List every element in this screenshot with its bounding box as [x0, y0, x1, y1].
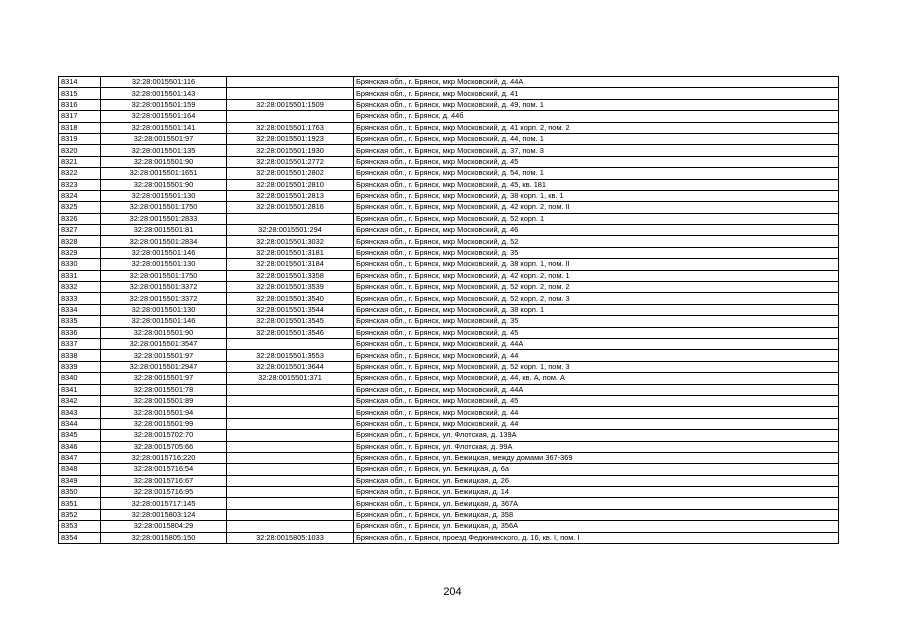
cadastral-number-cell: 32:28:0015501:97 — [101, 350, 227, 361]
row-number-cell: 8343 — [59, 407, 101, 418]
row-number-cell: 8329 — [59, 247, 101, 258]
row-number-cell: 8323 — [59, 179, 101, 190]
address-cell: Брянская обл., г. Брянск, мкр Московский, д. 44 — [354, 418, 839, 429]
sub-cadastral-number-cell: 32:28:0015501:1763 — [227, 122, 354, 133]
sub-cadastral-number-cell: 32:28:0015501:3358 — [227, 270, 354, 281]
address-cell: Брянская обл., г. Брянск, мкр Московский, д. 52 корп. 2, пом. 3 — [354, 293, 839, 304]
address-cell: Брянская обл., г. Брянск, мкр Московский, д. 38 корп. 1 — [354, 304, 839, 315]
sub-cadastral-number-cell: 32:28:0015501:2816 — [227, 202, 354, 213]
table-row — [59, 99, 839, 110]
row-number-cell: 8354 — [59, 532, 101, 543]
sub-cadastral-number-cell — [227, 487, 354, 498]
cadastral-number-cell: 32:28:0015501:116 — [101, 77, 227, 88]
row-number-cell: 8319 — [59, 133, 101, 144]
cadastral-number-cell: 32:28:0015803:124 — [101, 509, 227, 520]
sub-cadastral-number-cell: 32:28:0015501:3540 — [227, 293, 354, 304]
row-number-cell: 8327 — [59, 225, 101, 236]
cadastral-number-cell: 32:28:0015501:3372 — [101, 282, 227, 293]
address-cell: Брянская обл., г. Брянск, мкр Московский, д. 52 корп. 1 — [354, 213, 839, 224]
cadastral-number-cell: 32:28:0015501:2833 — [101, 213, 227, 224]
table-row — [59, 282, 839, 293]
table-row — [59, 509, 839, 520]
sub-cadastral-number-cell: 32:28:0015501:294 — [227, 225, 354, 236]
row-number-cell: 8339 — [59, 361, 101, 372]
row-number-cell: 8316 — [59, 99, 101, 110]
sub-cadastral-number-cell — [227, 464, 354, 475]
sub-cadastral-number-cell: 32:28:0015501:1509 — [227, 99, 354, 110]
sub-cadastral-number-cell — [227, 452, 354, 463]
row-number-cell: 8341 — [59, 384, 101, 395]
row-number-cell: 8317 — [59, 111, 101, 122]
sub-cadastral-number-cell — [227, 521, 354, 532]
address-cell: Брянская обл., г. Брянск, мкр Московский, д. 54, пом. 1 — [354, 168, 839, 179]
table-row — [59, 418, 839, 429]
cadastral-number-cell: 32:28:0015805:150 — [101, 532, 227, 543]
address-cell: Брянская обл., г. Брянск, ул. Бежицкая, д. 367А — [354, 498, 839, 509]
table-row — [59, 111, 839, 122]
table-row — [59, 316, 839, 327]
cadastral-number-cell: 32:28:0015501:90 — [101, 156, 227, 167]
cadastral-number-cell: 32:28:0015501:146 — [101, 247, 227, 258]
address-cell: Брянская обл., г. Брянск, мкр Московский, д. 49, пом. 1 — [354, 99, 839, 110]
table-row — [59, 270, 839, 281]
row-number-cell: 8335 — [59, 316, 101, 327]
table-row — [59, 407, 839, 418]
table-row — [59, 190, 839, 201]
row-number-cell: 8344 — [59, 418, 101, 429]
row-number-cell: 8318 — [59, 122, 101, 133]
sub-cadastral-number-cell — [227, 111, 354, 122]
cadastral-number-cell: 32:28:0015716:54 — [101, 464, 227, 475]
sub-cadastral-number-cell: 32:28:0015501:1923 — [227, 133, 354, 144]
sub-cadastral-number-cell — [227, 77, 354, 88]
sub-cadastral-number-cell — [227, 395, 354, 406]
table-row — [59, 487, 839, 498]
cadastral-number-cell: 32:28:0015501:3372 — [101, 293, 227, 304]
row-number-cell: 8350 — [59, 487, 101, 498]
cadastral-number-cell: 32:28:0015716:220 — [101, 452, 227, 463]
cadastral-number-cell: 32:28:0015501:99 — [101, 418, 227, 429]
row-number-cell: 8348 — [59, 464, 101, 475]
cadastral-number-cell: 32:28:0015702:70 — [101, 430, 227, 441]
cadastral-number-cell: 32:28:0015501:141 — [101, 122, 227, 133]
address-cell: Брянская обл., г. Брянск, мкр Московский, д. 37, пом. 3 — [354, 145, 839, 156]
cadastral-number-cell: 32:28:0015501:159 — [101, 99, 227, 110]
row-number-cell: 8347 — [59, 452, 101, 463]
address-cell: Брянская обл., г. Брянск, мкр Московский, д. 45 — [354, 395, 839, 406]
address-cell: Брянская обл., г. Брянск, мкр Московский, д. 42 корп. 2, пом. 1 — [354, 270, 839, 281]
address-cell: Брянская обл., г. Брянск, проезд Федюнинского, д. 16, кв. I, пом. I — [354, 532, 839, 543]
table-row — [59, 225, 839, 236]
table-row — [59, 236, 839, 247]
address-cell: Брянская обл., г. Брянск, мкр Московский, д. 44, пом. 1 — [354, 133, 839, 144]
row-number-cell: 8353 — [59, 521, 101, 532]
sub-cadastral-number-cell: 32:28:0015501:3545 — [227, 316, 354, 327]
table-row — [59, 464, 839, 475]
sub-cadastral-number-cell: 32:28:0015501:2802 — [227, 168, 354, 179]
sub-cadastral-number-cell — [227, 384, 354, 395]
row-number-cell: 8342 — [59, 395, 101, 406]
address-cell: Брянская обл., г. Брянск, ул. Бежицкая, д. 26 — [354, 475, 839, 486]
register-table — [58, 76, 839, 544]
cadastral-number-cell: 32:28:0015501:97 — [101, 133, 227, 144]
sub-cadastral-number-cell: 32:28:0015501:3546 — [227, 327, 354, 338]
table-row — [59, 304, 839, 315]
table-row — [59, 145, 839, 156]
cadastral-number-cell: 32:28:0015501:90 — [101, 327, 227, 338]
row-number-cell: 8314 — [59, 77, 101, 88]
sub-cadastral-number-cell — [227, 407, 354, 418]
address-cell: Брянская обл., г. Брянск, мкр Московский, д. 44А — [354, 77, 839, 88]
row-number-cell: 8337 — [59, 338, 101, 349]
address-cell: Брянская обл., г. Брянск, ул. Бежицкая, д. 6а — [354, 464, 839, 475]
row-number-cell: 8322 — [59, 168, 101, 179]
sub-cadastral-number-cell: 32:28:0015501:3539 — [227, 282, 354, 293]
address-cell: Брянская обл., г. Брянск, мкр Московский, д. 41 корп. 2, пом. 2 — [354, 122, 839, 133]
cadastral-number-cell: 32:28:0015501:164 — [101, 111, 227, 122]
address-cell: Брянская обл., г. Брянск, мкр Московский, д. 52 корп. 1, пом. 3 — [354, 361, 839, 372]
table-row — [59, 395, 839, 406]
cadastral-number-cell: 32:28:0015501:2947 — [101, 361, 227, 372]
address-cell: Брянская обл., г. Брянск, ул. Бежицкая, д. 14 — [354, 487, 839, 498]
cadastral-number-cell: 32:28:0015501:90 — [101, 179, 227, 190]
table-row — [59, 338, 839, 349]
row-number-cell: 8331 — [59, 270, 101, 281]
cadastral-number-cell: 32:28:0015501:130 — [101, 304, 227, 315]
address-cell: Брянская обл., г. Брянск, мкр Московский, д. 38 корп. 1, кв. 1 — [354, 190, 839, 201]
address-cell: Брянская обл., г. Брянск, мкр Московский, д. 52 — [354, 236, 839, 247]
table-row — [59, 259, 839, 270]
address-cell: Брянская обл., г. Брянск, ул. Бежицкая, д. 358 — [354, 509, 839, 520]
table-row — [59, 384, 839, 395]
address-cell: Брянская обл., г. Брянск, мкр Московский, д. 38 корп. 1, пом. II — [354, 259, 839, 270]
table-row — [59, 532, 839, 543]
sub-cadastral-number-cell — [227, 475, 354, 486]
table-row — [59, 156, 839, 167]
sub-cadastral-number-cell: 32:28:0015501:3181 — [227, 247, 354, 258]
cadastral-number-cell: 32:28:0015501:143 — [101, 88, 227, 99]
row-number-cell: 8321 — [59, 156, 101, 167]
table-row — [59, 247, 839, 258]
row-number-cell: 8334 — [59, 304, 101, 315]
sub-cadastral-number-cell: 32:28:0015501:3032 — [227, 236, 354, 247]
table-row — [59, 168, 839, 179]
sub-cadastral-number-cell: 32:28:0015501:1930 — [227, 145, 354, 156]
address-cell: Брянская обл., г. Брянск, ул. Флотская, д. 139А — [354, 430, 839, 441]
table-row — [59, 430, 839, 441]
sub-cadastral-number-cell: 32:28:0015501:2810 — [227, 179, 354, 190]
page-number: 204 — [443, 586, 462, 598]
sub-cadastral-number-cell: 32:28:0015501:2772 — [227, 156, 354, 167]
cadastral-number-cell: 32:28:0015501:3547 — [101, 338, 227, 349]
cadastral-number-cell: 32:28:0015501:97 — [101, 373, 227, 384]
cadastral-number-cell: 32:28:0015717:145 — [101, 498, 227, 509]
address-cell: Брянская обл., г. Брянск, мкр Московский, д. 35 — [354, 247, 839, 258]
address-cell: Брянская обл., г. Брянск, ул. Бежицкая, между домами 367-369 — [354, 452, 839, 463]
sub-cadastral-number-cell: 32:28:0015805:1033 — [227, 532, 354, 543]
address-cell: Брянская обл., г. Брянск, мкр Московский, д. 44 — [354, 407, 839, 418]
sub-cadastral-number-cell: 32:28:0015501:3644 — [227, 361, 354, 372]
address-cell: Брянская обл., г. Брянск, ул. Флотская, д. 99А — [354, 441, 839, 452]
address-cell: Брянская обл., г. Брянск, мкр Московский, д. 45 — [354, 327, 839, 338]
sub-cadastral-number-cell — [227, 88, 354, 99]
sub-cadastral-number-cell: 32:28:0015501:3184 — [227, 259, 354, 270]
table-row — [59, 293, 839, 304]
row-number-cell: 8330 — [59, 259, 101, 270]
address-cell: Брянская обл., г. Брянск, мкр Московский, д. 41 — [354, 88, 839, 99]
address-cell: Брянская обл., г. Брянск, мкр Московский, д. 42 корп. 2, пом. II — [354, 202, 839, 213]
address-cell: Брянская обл., г. Брянск, мкр Московский, д. 44 — [354, 350, 839, 361]
cadastral-number-cell: 32:28:0015716:95 — [101, 487, 227, 498]
table-row — [59, 361, 839, 372]
cadastral-number-cell: 32:28:0015501:146 — [101, 316, 227, 327]
cadastral-number-cell: 32:28:0015501:1750 — [101, 202, 227, 213]
sub-cadastral-number-cell — [227, 441, 354, 452]
address-cell: Брянская обл., г. Брянск, мкр Московский, д. 52 корп. 2, пом. 2 — [354, 282, 839, 293]
row-number-cell: 8340 — [59, 373, 101, 384]
cadastral-number-cell: 32:28:0015501:1750 — [101, 270, 227, 281]
address-cell: Брянская обл., г. Брянск, мкр Московский, д. 44, кв. А, пом. А — [354, 373, 839, 384]
cadastral-number-cell: 32:28:0015501:89 — [101, 395, 227, 406]
row-number-cell: 8352 — [59, 509, 101, 520]
cadastral-number-cell: 32:28:0015804:29 — [101, 521, 227, 532]
row-number-cell: 8325 — [59, 202, 101, 213]
cadastral-number-cell: 32:28:0015501:2834 — [101, 236, 227, 247]
table-row — [59, 77, 839, 88]
table-row — [59, 88, 839, 99]
table-row — [59, 179, 839, 190]
row-number-cell: 8345 — [59, 430, 101, 441]
address-cell: Брянская обл., г. Брянск, мкр Московский, д. 35 — [354, 316, 839, 327]
sub-cadastral-number-cell — [227, 418, 354, 429]
address-cell: Брянская обл., г. Брянск, мкр Московский, д. 45, кв. 181 — [354, 179, 839, 190]
table-row — [59, 213, 839, 224]
table-row — [59, 521, 839, 532]
cadastral-number-cell: 32:28:0015501:78 — [101, 384, 227, 395]
row-number-cell: 8324 — [59, 190, 101, 201]
table-row — [59, 373, 839, 384]
row-number-cell: 8349 — [59, 475, 101, 486]
cadastral-number-cell: 32:28:0015501:94 — [101, 407, 227, 418]
sub-cadastral-number-cell — [227, 498, 354, 509]
cadastral-number-cell: 32:28:0015501:81 — [101, 225, 227, 236]
cadastral-number-cell: 32:28:0015716:67 — [101, 475, 227, 486]
table-row — [59, 441, 839, 452]
row-number-cell: 8332 — [59, 282, 101, 293]
row-number-cell: 8338 — [59, 350, 101, 361]
cadastral-number-cell: 32:28:0015501:1651 — [101, 168, 227, 179]
row-number-cell: 8328 — [59, 236, 101, 247]
cadastral-number-cell: 32:28:0015501:130 — [101, 190, 227, 201]
cadastral-number-cell: 32:28:0015705:66 — [101, 441, 227, 452]
table-row — [59, 133, 839, 144]
table-row — [59, 452, 839, 463]
row-number-cell: 8346 — [59, 441, 101, 452]
sub-cadastral-number-cell: 32:28:0015501:3544 — [227, 304, 354, 315]
row-number-cell: 8326 — [59, 213, 101, 224]
table-row — [59, 498, 839, 509]
address-cell: Брянская обл., г. Брянск, мкр Московский, д. 46 — [354, 225, 839, 236]
table-row — [59, 475, 839, 486]
table-row — [59, 202, 839, 213]
address-cell: Брянская обл., г. Брянск, ул. Бежицкая, д. 356А — [354, 521, 839, 532]
table-row — [59, 350, 839, 361]
table-row — [59, 122, 839, 133]
table-row — [59, 327, 839, 338]
address-cell: Брянская обл., г. Брянск, мкр Московский, д. 45 — [354, 156, 839, 167]
sub-cadastral-number-cell — [227, 509, 354, 520]
sub-cadastral-number-cell: 32:28:0015501:3553 — [227, 350, 354, 361]
address-cell: Брянская обл., г. Брянск, мкр Московский, д. 44А — [354, 384, 839, 395]
sub-cadastral-number-cell: 32:28:0015501:371 — [227, 373, 354, 384]
row-number-cell: 8320 — [59, 145, 101, 156]
address-cell: Брянская обл., г. Брянск, д. 44б — [354, 111, 839, 122]
row-number-cell: 8333 — [59, 293, 101, 304]
row-number-cell: 8351 — [59, 498, 101, 509]
row-number-cell: 8315 — [59, 88, 101, 99]
sub-cadastral-number-cell — [227, 338, 354, 349]
sub-cadastral-number-cell: 32:28:0015501:2813 — [227, 190, 354, 201]
cadastral-number-cell: 32:28:0015501:130 — [101, 259, 227, 270]
row-number-cell: 8336 — [59, 327, 101, 338]
sub-cadastral-number-cell — [227, 213, 354, 224]
sub-cadastral-number-cell — [227, 430, 354, 441]
address-cell: Брянская обл., г. Брянск, мкр Московский, д. 44А — [354, 338, 839, 349]
register-table-body — [59, 77, 839, 544]
cadastral-number-cell: 32:28:0015501:135 — [101, 145, 227, 156]
